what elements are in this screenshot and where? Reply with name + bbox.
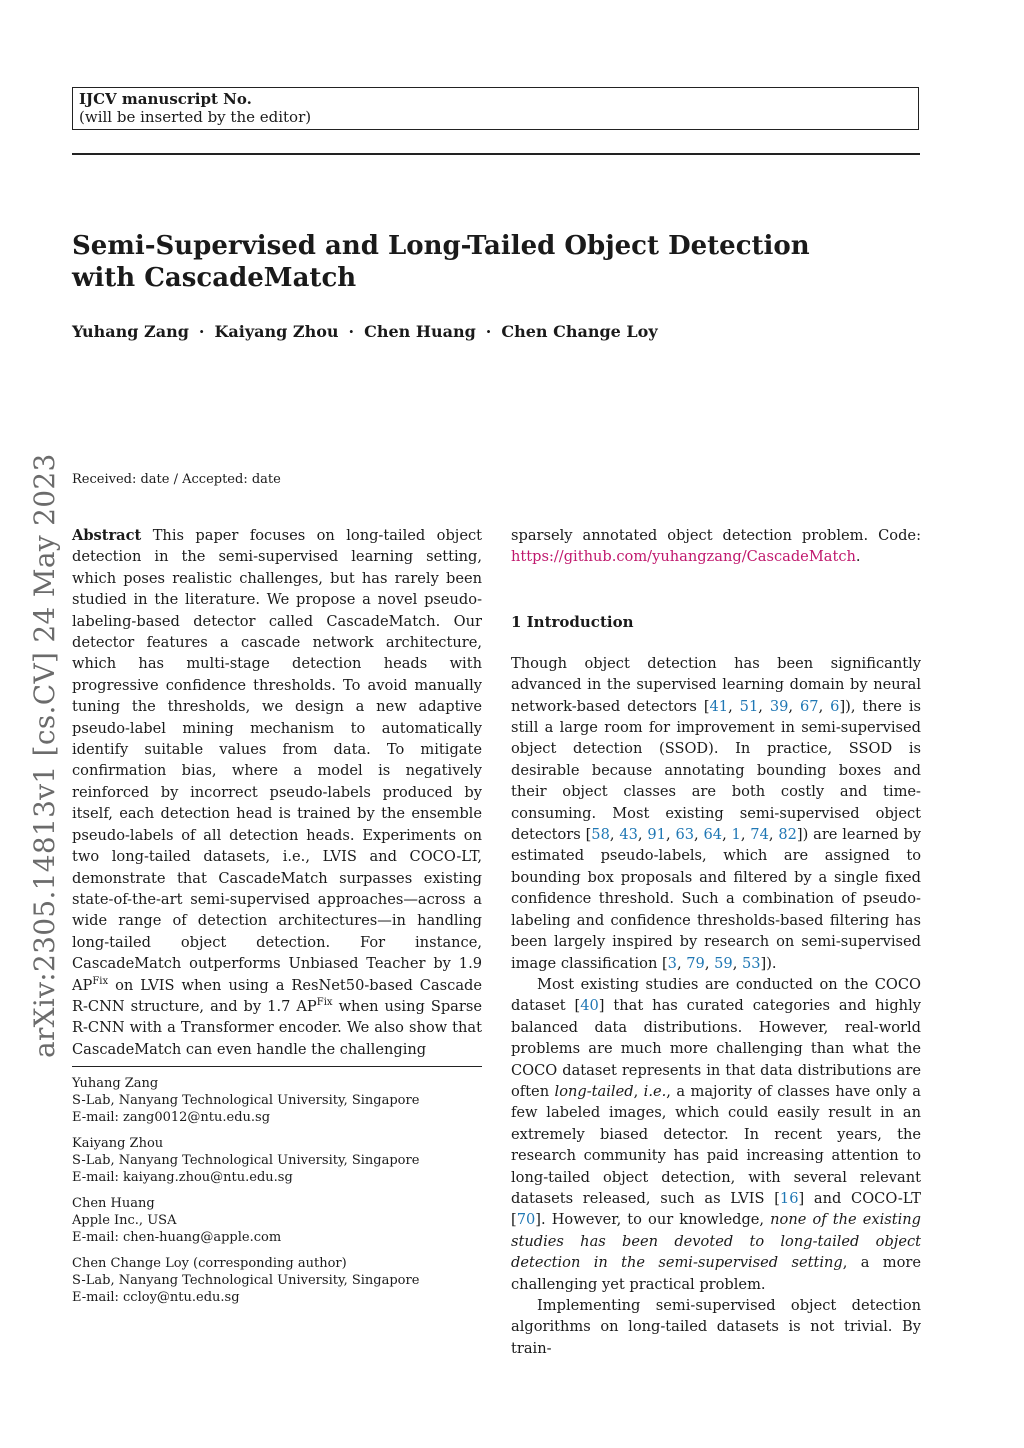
citation-link[interactable]: 43: [619, 826, 638, 844]
intro-emphasis: i.e.: [643, 1082, 667, 1100]
footnote-rule: [72, 1066, 482, 1067]
abstract-end-period: .: [855, 548, 861, 566]
citation-link[interactable]: 82: [778, 826, 797, 844]
journal-editor-note: (will be inserted by the editor): [79, 108, 312, 126]
ap-superscript: Fix: [316, 997, 333, 1009]
intro-text: ,: [633, 1082, 644, 1100]
citation-link[interactable]: 59: [714, 954, 733, 972]
journal-info-box: [72, 87, 919, 130]
section-heading-introduction: 1 Introduction: [511, 612, 634, 631]
citation-link[interactable]: 6: [830, 697, 840, 715]
author-separator: ·: [348, 322, 355, 341]
citation-link[interactable]: 64: [703, 826, 723, 844]
abstract-text: This paper focuses on long-tailed object detection in the semi-supervised learning setting, which poses realistic challenges, but has rarely been studied in the literature. We propose a novel pseudo-labeling-based detector called CascadeMatch. Our detector features a cascade network architecture, which has multi-stage detection heads with progressive confidence thresholds. To avoid manually tuning the thresholds, we design a new adaptive pseudo-label mining mechanism to automatically identify suitable values from data. To mitigate confirmation bias, where a model is negatively reinforced by incorrect pseudo-labels produced by itself, each detection head is trained by the ensemble pseudo-labels of all detection heads. Experiments on two long-tailed datasets, i.e., LVIS and COCO-LT, demonstrate that CascadeMatch surpasses existing state-of-the-art semi-supervised approaches—across a wide range of detection architectures—in handling long-tailed object detection. For instance, CascadeMatch outperforms Unbiased Teacher by 1.9 AP: [72, 527, 482, 994]
citation-link[interactable]: 3: [667, 954, 677, 972]
citation-link[interactable]: 51: [739, 697, 759, 715]
affiliation-block: [72, 1135, 482, 1186]
citation-link[interactable]: 67: [799, 697, 819, 715]
left-column: [72, 525, 482, 1315]
affiliation-email: E-mail: chen-huang@apple.com: [72, 1230, 282, 1246]
citation-link[interactable]: 74: [750, 826, 769, 844]
citation-link[interactable]: 91: [647, 826, 666, 844]
citation-link[interactable]: 58: [591, 826, 610, 844]
citation-link[interactable]: 40: [580, 997, 599, 1015]
intro-paragraph-2: [511, 974, 921, 1295]
affiliation-org: S-Lab, Nanyang Technological University, Singapore: [72, 1273, 420, 1289]
affiliation-org: S-Lab, Nanyang Technological University, Singapore: [72, 1093, 420, 1109]
citation-link[interactable]: 63: [675, 826, 695, 844]
abstract-label: Abstract: [72, 527, 142, 544]
citation-link[interactable]: 79: [686, 954, 705, 972]
affiliation-block: [72, 1255, 482, 1306]
abstract: [72, 525, 482, 1060]
author-list: [72, 322, 658, 341]
citation-group: 58, 43, 91, 63, 64, 1, 74, 82: [591, 826, 797, 844]
intro-text: ]).: [760, 954, 777, 972]
citation-group: 3, 79, 59, 53: [667, 954, 761, 972]
author-separator: ·: [485, 322, 492, 341]
received-accepted-dates: Received: date / Accepted: date: [72, 472, 281, 487]
journal-manuscript-label: IJCV manuscript No.: [79, 90, 252, 108]
intro-text: ]) are learned by estimated pseudo-labels, which are assigned to bounding box proposals and filtered by a single fixed confidence threshold. Such a combination of pseudo-labeling and confidence thresholds-based filtering has been largely inspired by research on semi-supervised image classification [: [511, 826, 922, 972]
intro-emphasis: none of the existing studies has been devoted to long-tailed object detection in the semi-supervised setting: [511, 1211, 922, 1272]
affiliation-block: [72, 1195, 482, 1246]
affiliation-org: S-Lab, Nanyang Technological University, Singapore: [72, 1153, 420, 1169]
author-separator: ·: [198, 322, 205, 341]
abstract-continuation: [511, 525, 921, 568]
affiliation-name: Yuhang Zang: [72, 1076, 159, 1092]
author-name: Kaiyang Zhou: [214, 322, 339, 341]
affiliation-email: E-mail: ccloy@ntu.edu.sg: [72, 1290, 240, 1306]
intro-emphasis: long-tailed: [554, 1082, 634, 1100]
intro-text: ] that has curated categories and highly balanced data distributions. However, real-world problems are much more challenging than what the COCO dataset represents in that data distributions are often: [511, 997, 921, 1100]
affiliation-name: Kaiyang Zhou: [72, 1136, 164, 1152]
citation-link[interactable]: 39: [769, 697, 789, 715]
citation-link[interactable]: 1: [731, 826, 741, 844]
ap-superscript: Fix: [92, 975, 109, 987]
abstract-text-end: sparsely annotated object detection problem. Code:: [511, 527, 921, 544]
citation-link[interactable]: 70: [516, 1211, 536, 1229]
right-column: [511, 525, 921, 1359]
intro-text: ] and COCO-LT [: [511, 1189, 921, 1229]
affiliation-block: [72, 1075, 482, 1126]
citation-link[interactable]: 41: [709, 697, 729, 715]
affiliation-email: E-mail: kaiyang.zhou@ntu.edu.sg: [72, 1170, 293, 1186]
arxiv-identifier: arXiv:2305.14813v1 [cs.CV] 24 May 2023: [28, 453, 61, 1058]
abstract-text-continued: when using Sparse R-CNN with a Transformer encoder. We also show that CascadeMatch can even handle the challenging: [72, 997, 482, 1058]
paper-title: Semi-Supervised and Long-Tailed Object Detection with CascadeMatch: [72, 231, 810, 293]
code-link[interactable]: https://github.com/yuhangzang/CascadeMatch: [511, 548, 856, 566]
author-name: Chen Huang: [364, 322, 476, 341]
intro-text: Though object detection has been significantly advanced in the supervised learning domain by neural network-based detectors [: [511, 654, 921, 715]
intro-text: , a more challenging yet practical problem.: [511, 1254, 921, 1293]
affiliation-name: Chen Huang: [72, 1196, 155, 1212]
citation-link[interactable]: 53: [741, 954, 761, 972]
citation-group: 41, 51, 39, 67, 6: [709, 697, 840, 715]
intro-text: , a majority of classes have only a few labeled images, which could easily result in an extremely biased detector. In recent years, the research community has paid increasing attention to long-tailed object detection, with several relevant datasets released, such as LVIS [: [511, 1082, 922, 1207]
affiliation-org: Apple Inc., USA: [72, 1213, 177, 1229]
header-rule: [72, 153, 920, 155]
author-name: Yuhang Zang: [72, 322, 189, 341]
intro-paragraph-1: [511, 653, 921, 974]
intro-paragraph-3: Implementing semi-supervised object detection algorithms on long-tailed datasets is not trivial. By train-: [511, 1297, 921, 1357]
author-name: Chen Change Loy: [501, 322, 658, 341]
affiliation-name: Chen Change Loy (corresponding author): [72, 1256, 347, 1272]
affiliation-email: E-mail: zang0012@ntu.edu.sg: [72, 1110, 271, 1126]
intro-text: ]. However, to our knowledge,: [535, 1211, 771, 1229]
intro-text: Most existing studies are conducted on the COCO dataset [: [511, 975, 921, 1015]
citation-link[interactable]: 16: [779, 1189, 799, 1207]
intro-text: ]), there is still a large room for improvement in semi-supervised object detection (SSOD). In practice, SSOD is desirable because annotating bounding boxes and their object classes are both costly and time-consuming. Most existing semi-supervised object detectors [: [511, 697, 921, 844]
abstract-text: on LVIS when using a ResNet50-based Cascade R-CNN structure, and by 1.7 AP: [72, 976, 482, 1015]
